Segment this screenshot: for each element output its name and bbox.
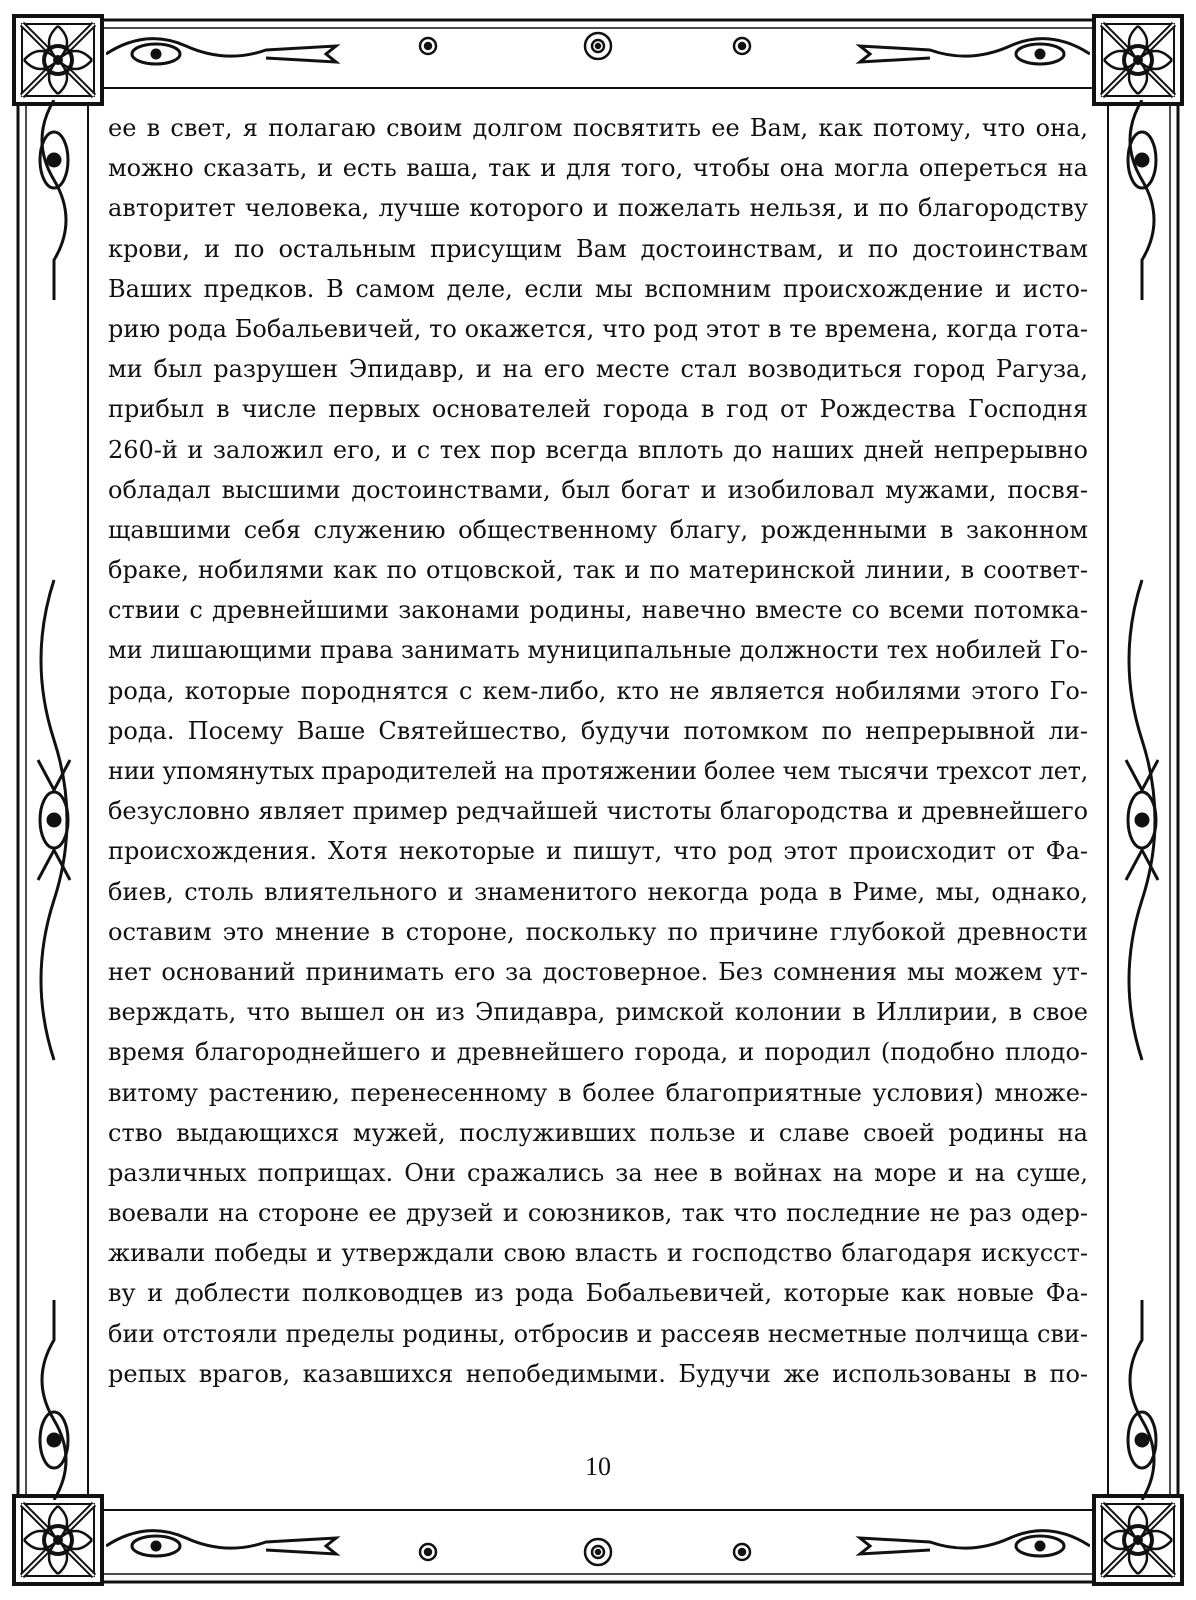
- text-line: ми лишающими права занимать муниципальные должности тех нобилей Го-: [108, 636, 1088, 665]
- text-line: ство выдающихся мужей, послуживших пользе и славе своей родины на: [108, 1118, 1088, 1147]
- text-line: рода. Посему Ваше Святейшество, будучи потомком по непрерывной ли-: [108, 716, 1088, 745]
- text-line: 260-й и заложил его, и с тех пор всегда вплоть до наших дней непрерывно: [108, 435, 1088, 464]
- text-line: Ваших предков. В самом деле, если мы вспомним происхождение и исто-: [108, 274, 1088, 303]
- text-line: верждать, что вышел он из Эпидавра, римской колонии в Иллирии, в свое: [108, 998, 1088, 1027]
- page-number: 10: [585, 1452, 611, 1481]
- text-line: ву и доблести полководцев из рода Бобальевичей, которые как новые Фа-: [108, 1279, 1088, 1308]
- text-line: нет оснований принимать его за достоверное. Без сомнения мы можем ут-: [108, 957, 1088, 986]
- text-line: оставим это мнение в стороне, поскольку по причине глубокой древности: [108, 917, 1088, 946]
- text-line: репых врагов, казавшихся непобедимыми. Будучи же использованы в по-: [108, 1359, 1088, 1388]
- text-line: ми был разрушен Эпидавр, и на его месте стал возводиться город Рагуза,: [108, 355, 1088, 384]
- text-line: происхождения. Хотя некоторые и пишут, что род этот происходит от Фа-: [108, 837, 1088, 866]
- text-line: нии упомянутых прародителей на протяжении более чем тысячи трехсот лет,: [108, 757, 1088, 785]
- text-line: бии отстояли пределы родины, отбросив и рассеяв несметные полчища сви-: [108, 1319, 1088, 1348]
- text-line: витому растению, перенесенному в более благоприятные условия) множе-: [108, 1078, 1088, 1107]
- text-line: обладал высшими достоинствами, был богат и изобиловал мужами, посвя-: [108, 475, 1088, 504]
- vine-ornament-icon: [1110, 100, 1174, 1500]
- vine-ornament-icon: [22, 100, 86, 1500]
- rosette-icon: [420, 33, 750, 59]
- celtic-knot-icon: [1090, 1492, 1186, 1588]
- text-line: авторитет человека, лучше которого и пожелать нельзя, и по благородству: [108, 194, 1088, 223]
- celtic-knot-icon: [1090, 12, 1186, 108]
- celtic-knot-icon: [10, 12, 106, 108]
- rosette-icon: [420, 1539, 750, 1565]
- text-line: можно сказать, и есть ваша, так и для того, чтобы она могла опереться на: [108, 154, 1088, 183]
- text-line: воевали на стороне ее друзей и союзников, так что последние не раз одер-: [108, 1199, 1088, 1228]
- celtic-knot-icon: [10, 1492, 106, 1588]
- text-line: живали победы и утверждали свою власть и господство благодаря искусст-: [108, 1239, 1088, 1268]
- top-ornament-band: [106, 20, 1090, 88]
- text-line: крови, и по остальным присущим Вам достоинствам, и по достоинствам: [108, 234, 1088, 263]
- text-line: безусловно являет пример редчайшей чистоты благородства и древнейшего: [108, 797, 1088, 826]
- text-line: прибыл в числе первых основателей города в год от Рождества Господня: [108, 395, 1088, 424]
- text-line: щавшими себя служению общественному благу, рожденными в законном: [108, 515, 1088, 544]
- bottom-ornament-band: [106, 1512, 1090, 1580]
- text-line: рода, которые породнятся с кем-либо, кто не является нобилями этого Го-: [108, 676, 1088, 705]
- text-line: время благороднейшего и древнейшего города, и породил (подобно плодо-: [108, 1038, 1088, 1067]
- text-line: биев, столь влиятельного и знаменитого некогда рода в Риме, мы, однако,: [108, 877, 1088, 906]
- text-line: ее в свет, я полагаю своим долгом посвятить ее Вам, как потому, что она,: [108, 114, 1088, 142]
- text-line: браке, нобилями как по отцовской, так и по материнской линии, в соответ-: [108, 556, 1088, 585]
- text-line: рию рода Бобальевичей, то окажется, что род этот в те времена, когда гота-: [108, 314, 1088, 343]
- text-line: ствии с древнейшими законами родины, навечно вместе со всеми потомка-: [108, 596, 1088, 625]
- text-line: различных поприщах. Они сражались за нее в войнах на море и на суше,: [108, 1158, 1088, 1187]
- body-text: [108, 108, 1088, 1394]
